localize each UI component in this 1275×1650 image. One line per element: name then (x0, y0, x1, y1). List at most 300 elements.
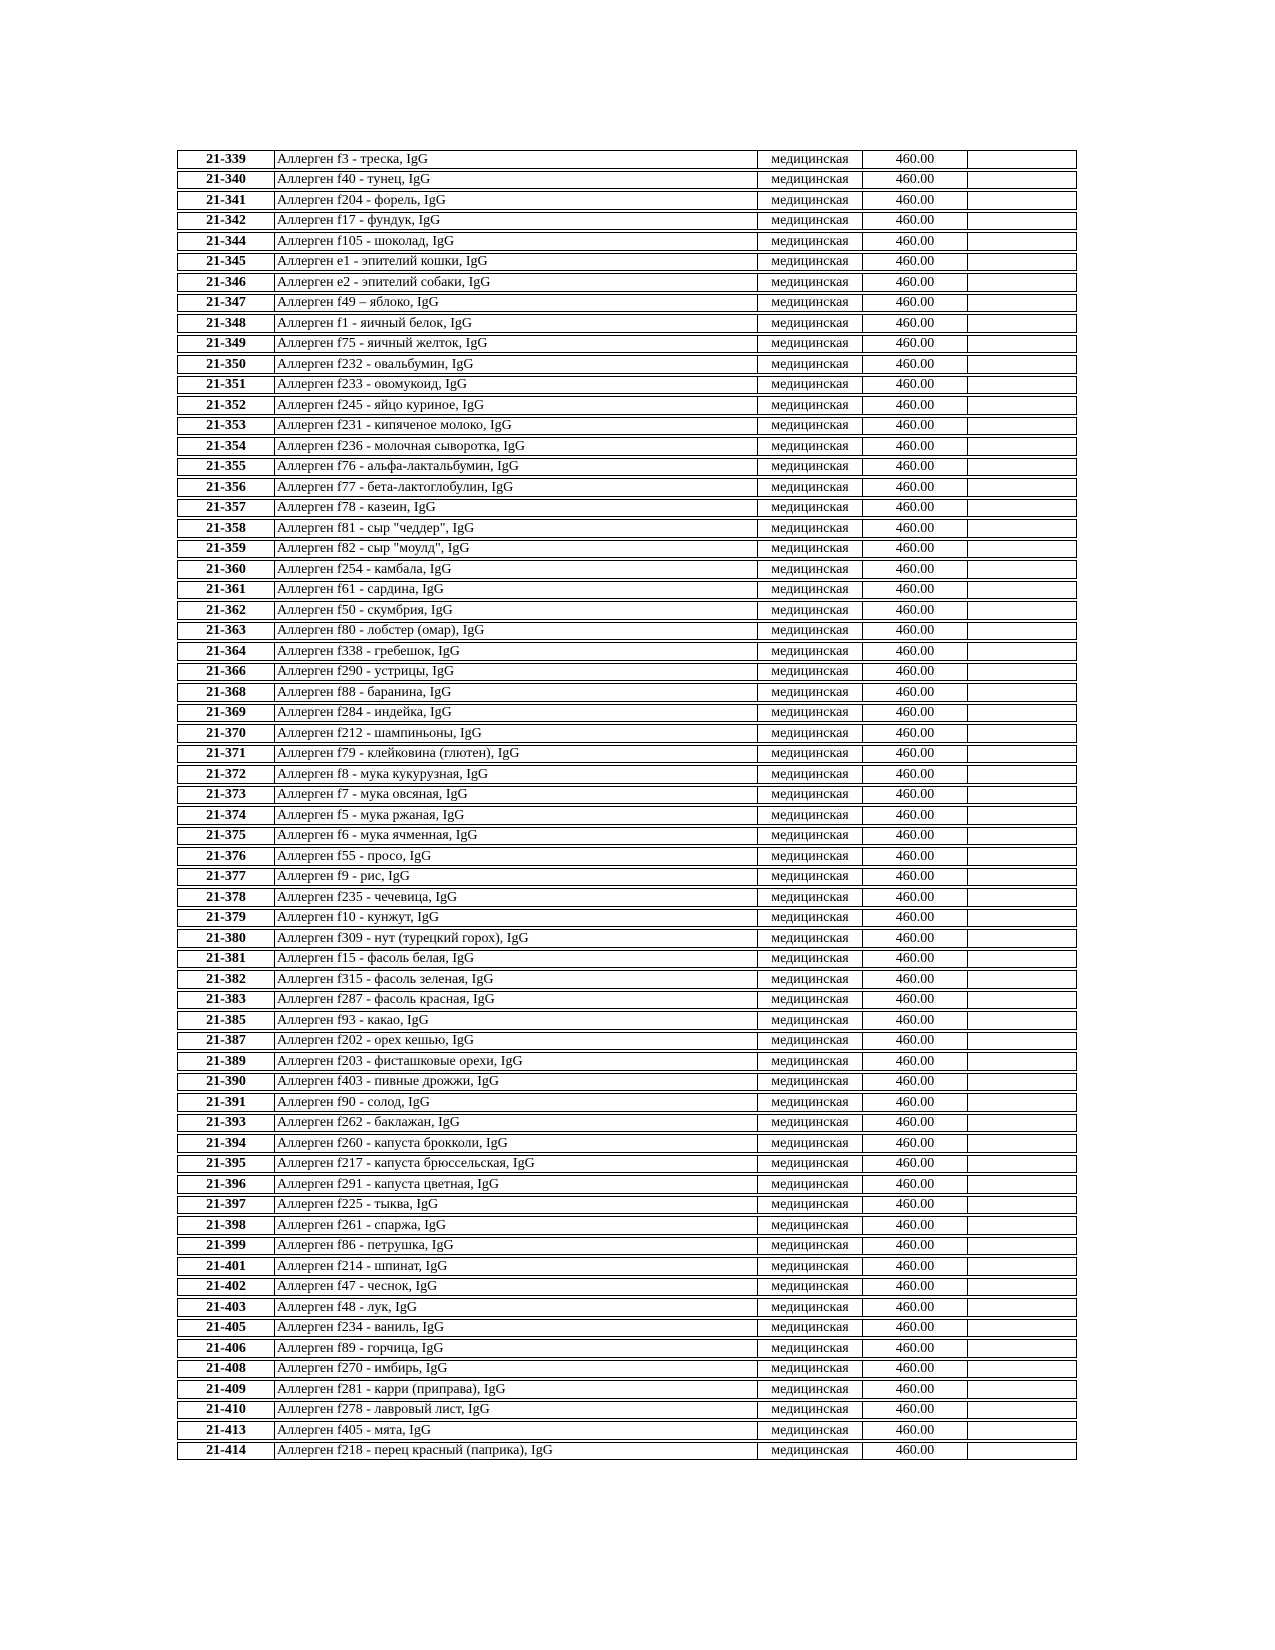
row-code: 21-340 (177, 171, 275, 190)
row-code: 21-369 (177, 704, 275, 723)
row-empty-cell (968, 540, 1077, 559)
row-price: 460.00 (863, 540, 968, 559)
row-empty-cell (968, 1073, 1077, 1092)
table-row (177, 273, 1077, 292)
row-empty-cell (968, 929, 1077, 948)
row-description: Аллерген f40 - тунец, IgG (275, 171, 758, 190)
row-empty-cell (968, 1237, 1077, 1256)
row-category: медицинская (758, 704, 863, 723)
row-description: Аллерген f203 - фисташковые орехи, IgG (275, 1052, 758, 1071)
row-empty-cell (968, 663, 1077, 682)
row-code: 21-360 (177, 560, 275, 579)
table-row (177, 417, 1077, 436)
row-price: 460.00 (863, 847, 968, 866)
table-row (177, 499, 1077, 518)
row-code: 21-349 (177, 335, 275, 354)
row-code: 21-372 (177, 765, 275, 784)
row-code: 21-356 (177, 478, 275, 497)
row-code: 21-379 (177, 909, 275, 928)
table-row (177, 540, 1077, 559)
row-price: 460.00 (863, 991, 968, 1010)
row-empty-cell (968, 335, 1077, 354)
row-category: медицинская (758, 1093, 863, 1112)
row-empty-cell (968, 1093, 1077, 1112)
table-row (177, 1298, 1077, 1317)
row-code: 21-406 (177, 1339, 275, 1358)
row-empty-cell (968, 232, 1077, 251)
row-description: Аллерген f105 - шоколад, IgG (275, 232, 758, 251)
row-category: медицинская (758, 601, 863, 620)
row-category: медицинская (758, 1011, 863, 1030)
row-category: медицинская (758, 1032, 863, 1051)
row-price: 460.00 (863, 950, 968, 969)
row-description: Аллерген f287 - фасоль красная, IgG (275, 991, 758, 1010)
row-category: медицинская (758, 376, 863, 395)
row-empty-cell (968, 950, 1077, 969)
row-category: медицинская (758, 581, 863, 600)
row-code: 21-355 (177, 458, 275, 477)
row-category: медицинская (758, 806, 863, 825)
row-description: Аллерген f90 - солод, IgG (275, 1093, 758, 1112)
row-empty-cell (968, 1175, 1077, 1194)
row-category: медицинская (758, 1401, 863, 1420)
row-category: медицинская (758, 642, 863, 661)
row-description: Аллерген f77 - бета-лактоглобулин, IgG (275, 478, 758, 497)
row-price: 460.00 (863, 1196, 968, 1215)
row-price: 460.00 (863, 458, 968, 477)
row-empty-cell (968, 1421, 1077, 1440)
row-empty-cell (968, 704, 1077, 723)
row-category: медицинская (758, 1052, 863, 1071)
row-code: 21-346 (177, 273, 275, 292)
row-description: Аллерген f231 - кипяченое молоко, IgG (275, 417, 758, 436)
table-row (177, 704, 1077, 723)
row-empty-cell (968, 1380, 1077, 1399)
row-description: Аллерген f338 - гребешок, IgG (275, 642, 758, 661)
row-category: медицинская (758, 212, 863, 231)
row-category: медицинская (758, 950, 863, 969)
row-code: 21-382 (177, 970, 275, 989)
row-category: медицинская (758, 1421, 863, 1440)
row-empty-cell (968, 417, 1077, 436)
row-description: Аллерген f1 - яичный белок, IgG (275, 314, 758, 333)
row-category: медицинская (758, 1237, 863, 1256)
row-category: медицинская (758, 724, 863, 743)
row-code: 21-403 (177, 1298, 275, 1317)
table-row (177, 1114, 1077, 1133)
row-description: Аллерген f233 - овомукоид, IgG (275, 376, 758, 395)
row-empty-cell (968, 560, 1077, 579)
row-category: медицинская (758, 150, 863, 169)
table-row (177, 1093, 1077, 1112)
row-code: 21-342 (177, 212, 275, 231)
row-description: Аллерген f235 - чечевица, IgG (275, 888, 758, 907)
row-code: 21-359 (177, 540, 275, 559)
row-price: 460.00 (863, 1093, 968, 1112)
row-code: 21-413 (177, 1421, 275, 1440)
table-row (177, 806, 1077, 825)
row-category: медицинская (758, 888, 863, 907)
row-price: 460.00 (863, 704, 968, 723)
row-category: медицинская (758, 1175, 863, 1194)
row-description: Аллерген f78 - казеин, IgG (275, 499, 758, 518)
row-empty-cell (968, 724, 1077, 743)
row-price: 460.00 (863, 1401, 968, 1420)
row-empty-cell (968, 1339, 1077, 1358)
row-price: 460.00 (863, 171, 968, 190)
table-row (177, 1360, 1077, 1379)
row-description: Аллерген f17 - фундук, IgG (275, 212, 758, 231)
row-empty-cell (968, 1257, 1077, 1276)
row-empty-cell (968, 601, 1077, 620)
row-description: Аллерген f75 - яичный желток, IgG (275, 335, 758, 354)
row-empty-cell (968, 786, 1077, 805)
row-code: 21-394 (177, 1134, 275, 1153)
row-code: 21-410 (177, 1401, 275, 1420)
table-row (177, 970, 1077, 989)
row-description: Аллерген f218 - перец красный (паприка), IgG (275, 1442, 758, 1461)
table-row (177, 888, 1077, 907)
row-description: Аллерген f80 - лобстер (омар), IgG (275, 622, 758, 641)
row-code: 21-409 (177, 1380, 275, 1399)
table-row (177, 1442, 1077, 1461)
row-category: медицинская (758, 191, 863, 210)
row-code: 21-408 (177, 1360, 275, 1379)
row-price: 460.00 (863, 929, 968, 948)
row-category: медицинская (758, 437, 863, 456)
row-code: 21-395 (177, 1155, 275, 1174)
row-empty-cell (968, 253, 1077, 272)
row-description: Аллерген f88 - баранина, IgG (275, 683, 758, 702)
row-code: 21-364 (177, 642, 275, 661)
row-category: медицинская (758, 765, 863, 784)
row-description: Аллерген f204 - форель, IgG (275, 191, 758, 210)
row-code: 21-339 (177, 150, 275, 169)
row-category: медицинская (758, 1196, 863, 1215)
table-row (177, 683, 1077, 702)
row-price: 460.00 (863, 827, 968, 846)
row-description: Аллерген f9 - рис, IgG (275, 868, 758, 887)
row-code: 21-393 (177, 1114, 275, 1133)
row-category: медицинская (758, 1216, 863, 1235)
row-category: медицинская (758, 1257, 863, 1276)
row-code: 21-352 (177, 396, 275, 415)
row-empty-cell (968, 519, 1077, 538)
row-code: 21-373 (177, 786, 275, 805)
row-price: 460.00 (863, 765, 968, 784)
row-description: Аллерген f7 - мука овсяная, IgG (275, 786, 758, 805)
row-price: 460.00 (863, 642, 968, 661)
row-category: медицинская (758, 396, 863, 415)
row-description: Аллерген f225 - тыква, IgG (275, 1196, 758, 1215)
row-price: 460.00 (863, 581, 968, 600)
row-price: 460.00 (863, 683, 968, 702)
table-row (177, 581, 1077, 600)
table-row (177, 622, 1077, 641)
row-code: 21-361 (177, 581, 275, 600)
row-price: 460.00 (863, 396, 968, 415)
row-price: 460.00 (863, 1298, 968, 1317)
row-price: 460.00 (863, 212, 968, 231)
row-empty-cell (968, 396, 1077, 415)
row-category: медицинская (758, 1298, 863, 1317)
row-description: Аллерген f81 - сыр "чеддер", IgG (275, 519, 758, 538)
row-empty-cell (968, 1319, 1077, 1338)
row-category: медицинская (758, 1073, 863, 1092)
row-code: 21-401 (177, 1257, 275, 1276)
row-description: Аллерген f260 - капуста брокколи, IgG (275, 1134, 758, 1153)
row-code: 21-368 (177, 683, 275, 702)
row-category: медицинская (758, 1442, 863, 1461)
row-category: медицинская (758, 622, 863, 641)
row-description: Аллерген f93 - какао, IgG (275, 1011, 758, 1030)
row-category: медицинская (758, 1319, 863, 1338)
row-price: 460.00 (863, 1155, 968, 1174)
row-description: Аллерген f234 - ваниль, IgG (275, 1319, 758, 1338)
table-row (177, 868, 1077, 887)
row-empty-cell (968, 376, 1077, 395)
row-description: Аллерген f8 - мука кукурузная, IgG (275, 765, 758, 784)
row-code: 21-345 (177, 253, 275, 272)
row-price: 460.00 (863, 437, 968, 456)
row-empty-cell (968, 191, 1077, 210)
table-row (177, 765, 1077, 784)
row-category: медицинская (758, 294, 863, 313)
row-empty-cell (968, 499, 1077, 518)
row-category: медицинская (758, 827, 863, 846)
row-price: 460.00 (863, 663, 968, 682)
row-code: 21-351 (177, 376, 275, 395)
row-description: Аллерген f236 - молочная сыворотка, IgG (275, 437, 758, 456)
row-empty-cell (968, 1401, 1077, 1420)
row-code: 21-358 (177, 519, 275, 538)
row-code: 21-374 (177, 806, 275, 825)
row-price: 460.00 (863, 622, 968, 641)
row-price: 460.00 (863, 868, 968, 887)
row-category: медицинская (758, 519, 863, 538)
row-price: 460.00 (863, 519, 968, 538)
table-row (177, 519, 1077, 538)
row-empty-cell (968, 1114, 1077, 1133)
row-empty-cell (968, 478, 1077, 497)
row-empty-cell (968, 294, 1077, 313)
row-category: медицинская (758, 970, 863, 989)
row-price: 460.00 (863, 1257, 968, 1276)
row-description: Аллерген f403 - пивные дрожжи, IgG (275, 1073, 758, 1092)
row-description: Аллерген f3 - треска, IgG (275, 150, 758, 169)
table-row (177, 847, 1077, 866)
row-description: Аллерген f48 - лук, IgG (275, 1298, 758, 1317)
table-row (177, 396, 1077, 415)
row-empty-cell (968, 806, 1077, 825)
table-row (177, 1237, 1077, 1256)
row-empty-cell (968, 581, 1077, 600)
row-description: Аллерген e2 - эпителий собаки, IgG (275, 273, 758, 292)
table-row (177, 478, 1077, 497)
row-empty-cell (968, 827, 1077, 846)
table-row (177, 1196, 1077, 1215)
row-empty-cell (968, 1052, 1077, 1071)
row-category: медицинская (758, 683, 863, 702)
row-empty-cell (968, 1032, 1077, 1051)
row-price: 460.00 (863, 806, 968, 825)
row-category: медицинская (758, 1134, 863, 1153)
row-category: медицинская (758, 1278, 863, 1297)
row-empty-cell (968, 1011, 1077, 1030)
table-row (177, 950, 1077, 969)
row-category: медицинская (758, 868, 863, 887)
row-price: 460.00 (863, 191, 968, 210)
row-category: медицинская (758, 1360, 863, 1379)
row-code: 21-377 (177, 868, 275, 887)
table-row (177, 1134, 1077, 1153)
row-code: 21-391 (177, 1093, 275, 1112)
table-row (177, 601, 1077, 620)
row-price: 460.00 (863, 1216, 968, 1235)
row-code: 21-381 (177, 950, 275, 969)
table-row (177, 253, 1077, 272)
row-price: 460.00 (863, 478, 968, 497)
table-row (177, 294, 1077, 313)
row-price: 460.00 (863, 1175, 968, 1194)
row-code: 21-344 (177, 232, 275, 251)
row-price: 460.00 (863, 1360, 968, 1379)
row-price: 460.00 (863, 335, 968, 354)
table-row (177, 642, 1077, 661)
row-description: Аллерген f405 - мята, IgG (275, 1421, 758, 1440)
row-description: Аллерген f79 - клейковина (глютен), IgG (275, 745, 758, 764)
row-category: медицинская (758, 1380, 863, 1399)
row-category: медицинская (758, 847, 863, 866)
row-description: Аллерген f254 - камбала, IgG (275, 560, 758, 579)
row-empty-cell (968, 171, 1077, 190)
row-description: Аллерген f10 - кунжут, IgG (275, 909, 758, 928)
row-price: 460.00 (863, 1339, 968, 1358)
table-row (177, 929, 1077, 948)
row-empty-cell (968, 150, 1077, 169)
row-empty-cell (968, 1155, 1077, 1174)
row-code: 21-414 (177, 1442, 275, 1461)
row-price: 460.00 (863, 273, 968, 292)
row-price: 460.00 (863, 499, 968, 518)
row-empty-cell (968, 273, 1077, 292)
row-code: 21-370 (177, 724, 275, 743)
row-price: 460.00 (863, 970, 968, 989)
row-empty-cell (968, 1134, 1077, 1153)
row-description: Аллерген f281 - карри (приправа), IgG (275, 1380, 758, 1399)
row-category: медицинская (758, 458, 863, 477)
row-empty-cell (968, 765, 1077, 784)
row-description: Аллерген f309 - нут (турецкий горох), IgG (275, 929, 758, 948)
table-row (177, 991, 1077, 1010)
row-code: 21-378 (177, 888, 275, 907)
table-row (177, 1155, 1077, 1174)
row-category: медицинская (758, 663, 863, 682)
row-description: Аллерген f270 - имбирь, IgG (275, 1360, 758, 1379)
row-empty-cell (968, 355, 1077, 374)
table-row (177, 314, 1077, 333)
table-row (177, 171, 1077, 190)
price-table-body (177, 150, 1077, 1460)
row-category: медицинская (758, 540, 863, 559)
row-description: Аллерген f212 - шампиньоны, IgG (275, 724, 758, 743)
row-category: медицинская (758, 1114, 863, 1133)
table-row (177, 1032, 1077, 1051)
table-row (177, 724, 1077, 743)
row-code: 21-397 (177, 1196, 275, 1215)
row-empty-cell (968, 909, 1077, 928)
row-empty-cell (968, 745, 1077, 764)
row-price: 460.00 (863, 355, 968, 374)
row-category: медицинская (758, 929, 863, 948)
row-empty-cell (968, 991, 1077, 1010)
table-row (177, 335, 1077, 354)
row-empty-cell (968, 1442, 1077, 1461)
row-code: 21-389 (177, 1052, 275, 1071)
table-row (177, 786, 1077, 805)
row-empty-cell (968, 970, 1077, 989)
row-category: медицинская (758, 335, 863, 354)
row-price: 460.00 (863, 1114, 968, 1133)
row-code: 21-375 (177, 827, 275, 846)
row-price: 460.00 (863, 1319, 968, 1338)
row-category: медицинская (758, 314, 863, 333)
row-code: 21-371 (177, 745, 275, 764)
row-description: Аллерген f217 - капуста брюссельская, IgG (275, 1155, 758, 1174)
row-price: 460.00 (863, 888, 968, 907)
row-category: медицинская (758, 991, 863, 1010)
row-code: 21-347 (177, 294, 275, 313)
row-description: Аллерген f245 - яйцо куриное, IgG (275, 396, 758, 415)
row-category: медицинская (758, 909, 863, 928)
row-empty-cell (968, 868, 1077, 887)
row-price: 460.00 (863, 909, 968, 928)
row-price: 460.00 (863, 560, 968, 579)
row-code: 21-350 (177, 355, 275, 374)
row-empty-cell (968, 1298, 1077, 1317)
row-code: 21-341 (177, 191, 275, 210)
table-row (177, 1257, 1077, 1276)
row-price: 460.00 (863, 745, 968, 764)
row-description: Аллерген f262 - баклажан, IgG (275, 1114, 758, 1133)
row-price: 460.00 (863, 376, 968, 395)
row-code: 21-380 (177, 929, 275, 948)
row-description: Аллерген f55 - просо, IgG (275, 847, 758, 866)
row-code: 21-353 (177, 417, 275, 436)
table-row (177, 1421, 1077, 1440)
row-category: медицинская (758, 478, 863, 497)
table-row (177, 1278, 1077, 1297)
row-empty-cell (968, 1216, 1077, 1235)
row-code: 21-402 (177, 1278, 275, 1297)
row-price: 460.00 (863, 1421, 968, 1440)
table-row (177, 1073, 1077, 1092)
table-row (177, 150, 1077, 169)
row-price: 460.00 (863, 601, 968, 620)
row-price: 460.00 (863, 1380, 968, 1399)
row-price: 460.00 (863, 724, 968, 743)
row-code: 21-385 (177, 1011, 275, 1030)
row-category: медицинская (758, 253, 863, 272)
row-price: 460.00 (863, 150, 968, 169)
row-price: 460.00 (863, 232, 968, 251)
row-code: 21-405 (177, 1319, 275, 1338)
table-row (177, 663, 1077, 682)
row-empty-cell (968, 1196, 1077, 1215)
table-row (177, 355, 1077, 374)
row-code: 21-362 (177, 601, 275, 620)
row-code: 21-383 (177, 991, 275, 1010)
